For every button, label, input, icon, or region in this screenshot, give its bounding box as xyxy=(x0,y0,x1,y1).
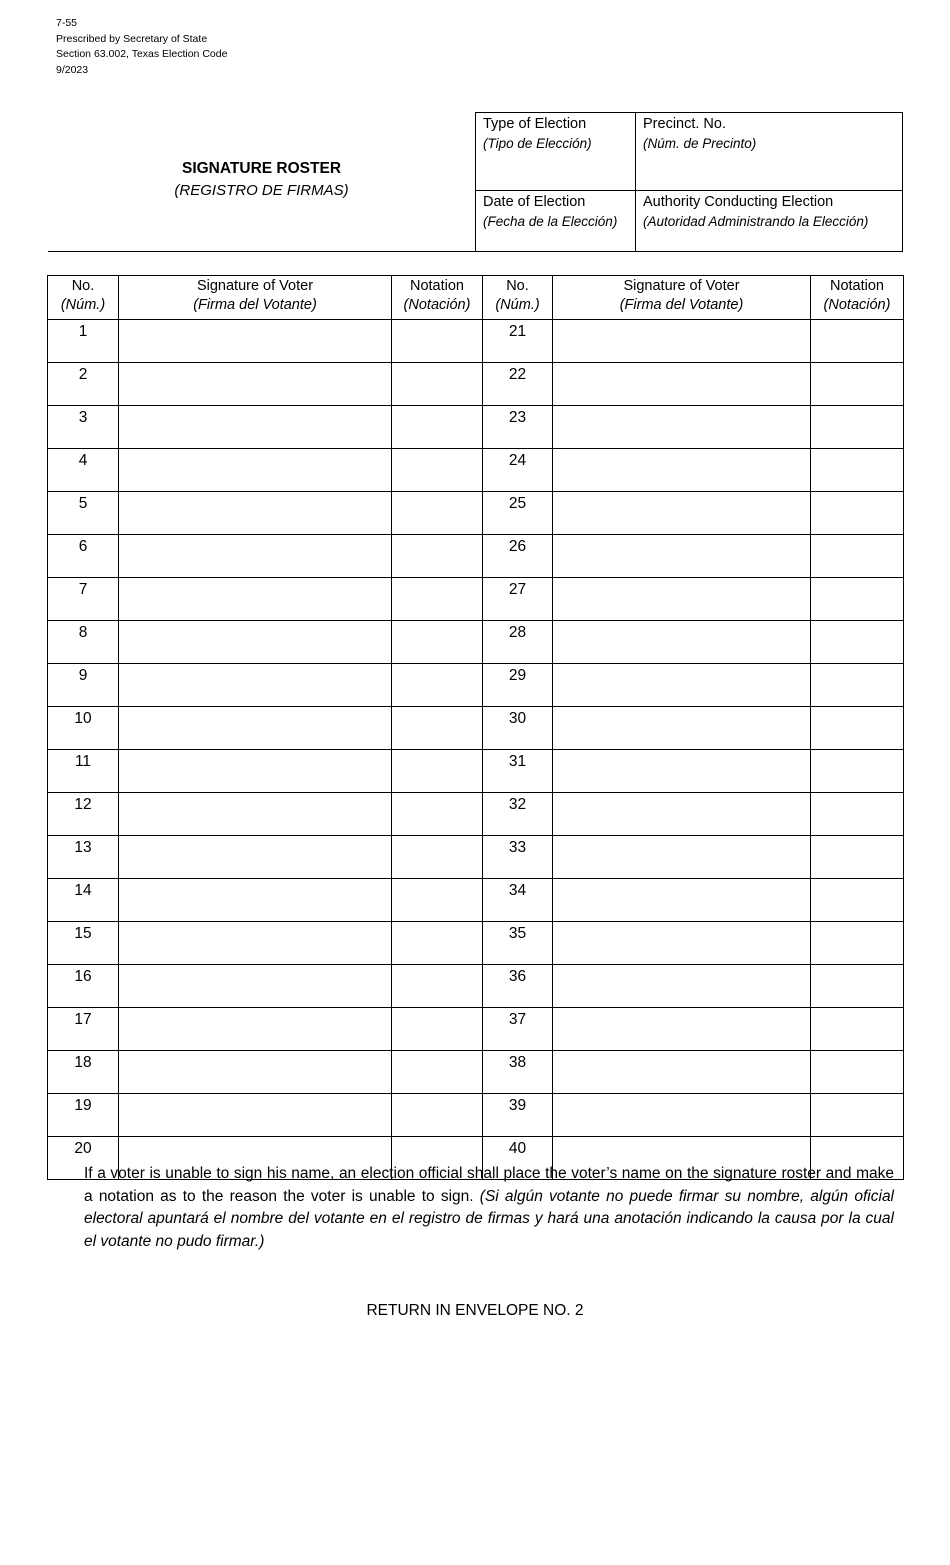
notation-cell[interactable] xyxy=(811,578,904,621)
notation-cell[interactable] xyxy=(392,578,483,621)
notation-cell[interactable] xyxy=(811,621,904,664)
row-number-left: 12 xyxy=(48,793,119,836)
row-number-left: 15 xyxy=(48,922,119,965)
row-number-right: 27 xyxy=(483,578,553,621)
authority-label-es: (Autoridad Administrando la Elección) xyxy=(643,214,869,229)
row-number-left: 9 xyxy=(48,664,119,707)
table-row xyxy=(48,664,904,707)
notation-cell[interactable] xyxy=(811,793,904,836)
row-number-right: 30 xyxy=(483,707,553,750)
type-of-election-label-es: (Tipo de Elección) xyxy=(483,136,592,151)
signature-cell[interactable] xyxy=(553,750,811,793)
row-number-right: 25 xyxy=(483,492,553,535)
row-number-right: 31 xyxy=(483,750,553,793)
row-number-right: 36 xyxy=(483,965,553,1008)
row-number-right: 21 xyxy=(483,320,553,363)
signature-cell[interactable] xyxy=(119,621,392,664)
type-of-election-field[interactable] xyxy=(476,113,636,191)
notation-cell[interactable] xyxy=(811,879,904,922)
notation-cell[interactable] xyxy=(392,621,483,664)
row-number-right: 22 xyxy=(483,363,553,406)
signature-cell[interactable] xyxy=(119,449,392,492)
notation-cell[interactable] xyxy=(811,1051,904,1094)
signature-cell[interactable] xyxy=(119,1008,392,1051)
signature-cell[interactable] xyxy=(119,922,392,965)
signature-roster-table xyxy=(47,275,904,1180)
page-subtitle: (REGISTRO DE FIRMAS) xyxy=(174,182,349,199)
instructions-spanish: (Si algún votante no puede firmar su nombre, algún oficial electoral apuntará el nombre del votante en el registro de firmas y hará una anotación indicando la causa por la cual el votante no pudo firmar.) xyxy=(84,1187,895,1250)
row-number-right: 37 xyxy=(483,1008,553,1051)
signature-cell[interactable] xyxy=(553,578,811,621)
table-row xyxy=(48,320,904,363)
type-of-election-label: Type of Election xyxy=(483,116,587,132)
header-notation-label-es: (Notación) xyxy=(403,297,471,313)
signature-cell[interactable] xyxy=(553,492,811,535)
signature-cell[interactable] xyxy=(553,879,811,922)
header-signature-label-es: (Firma del Votante) xyxy=(619,297,744,313)
signature-cell[interactable] xyxy=(553,707,811,750)
roster-body xyxy=(48,320,904,1180)
signature-cell[interactable] xyxy=(553,793,811,836)
signature-cell[interactable] xyxy=(119,578,392,621)
header-notation-label: Notation xyxy=(829,278,884,294)
signature-cell[interactable] xyxy=(553,1008,811,1051)
row-number-left: 4 xyxy=(48,449,119,492)
signature-cell[interactable] xyxy=(119,1094,392,1137)
header-signature-left xyxy=(119,276,392,320)
row-number-right: 40 xyxy=(483,1137,553,1180)
table-row xyxy=(48,449,904,492)
header-notation-label-es: (Notación) xyxy=(823,297,891,313)
notation-cell[interactable] xyxy=(811,535,904,578)
notation-cell[interactable] xyxy=(392,1094,483,1137)
table-row xyxy=(48,879,904,922)
date-of-election-label-es: (Fecha de la Elección) xyxy=(483,214,618,229)
header-signature-label-es: (Firma del Votante) xyxy=(193,297,317,313)
row-number-left: 18 xyxy=(48,1051,119,1094)
table-row xyxy=(48,578,904,621)
signature-cell[interactable] xyxy=(119,965,392,1008)
notation-cell[interactable] xyxy=(392,836,483,879)
notation-cell[interactable] xyxy=(811,965,904,1008)
title-divider xyxy=(48,251,476,252)
notation-cell[interactable] xyxy=(392,535,483,578)
table-row xyxy=(48,1008,904,1051)
signature-cell[interactable] xyxy=(119,664,392,707)
header-no-right xyxy=(483,276,553,320)
row-number-left: 7 xyxy=(48,578,119,621)
row-number-right: 39 xyxy=(483,1094,553,1137)
signature-cell[interactable] xyxy=(119,535,392,578)
table-row xyxy=(48,750,904,793)
notation-cell[interactable] xyxy=(811,1094,904,1137)
notation-cell[interactable] xyxy=(811,922,904,965)
notation-cell[interactable] xyxy=(392,793,483,836)
row-number-left: 10 xyxy=(48,707,119,750)
notation-cell[interactable] xyxy=(811,406,904,449)
row-number-left: 17 xyxy=(48,1008,119,1051)
notation-cell[interactable] xyxy=(392,320,483,363)
notation-cell[interactable] xyxy=(811,1008,904,1051)
table-row xyxy=(48,406,904,449)
row-number-right: 35 xyxy=(483,922,553,965)
date-of-election-label: Date of Election xyxy=(483,194,586,210)
instructions xyxy=(84,1163,894,1253)
roster-header-row xyxy=(48,276,904,320)
signature-cell[interactable] xyxy=(553,449,811,492)
precinct-no-label: Precinct. No. xyxy=(643,116,726,132)
return-note: RETURN IN ENVELOPE NO. 2 xyxy=(366,1302,584,1319)
signature-cell[interactable] xyxy=(119,363,392,406)
signature-cell[interactable] xyxy=(553,836,811,879)
authority-field[interactable] xyxy=(636,191,903,252)
table-row xyxy=(48,535,904,578)
table-row xyxy=(48,621,904,664)
signature-cell[interactable] xyxy=(119,492,392,535)
signature-cell[interactable] xyxy=(553,320,811,363)
header-notation-right xyxy=(811,276,904,320)
table-row xyxy=(48,836,904,879)
signature-cell[interactable] xyxy=(553,1094,811,1137)
notation-cell[interactable] xyxy=(392,965,483,1008)
notation-cell[interactable] xyxy=(811,492,904,535)
row-number-left: 5 xyxy=(48,492,119,535)
notation-cell[interactable] xyxy=(392,664,483,707)
row-number-left: 20 xyxy=(48,1137,119,1180)
row-number-left: 8 xyxy=(48,621,119,664)
table-row xyxy=(48,1094,904,1137)
signature-cell[interactable] xyxy=(119,707,392,750)
notation-cell[interactable] xyxy=(392,922,483,965)
table-row xyxy=(48,1051,904,1094)
form-meta xyxy=(56,16,227,78)
signature-cell[interactable] xyxy=(553,406,811,449)
header-signature-label: Signature of Voter xyxy=(196,278,314,294)
election-info-table xyxy=(475,112,903,252)
notation-cell[interactable] xyxy=(811,320,904,363)
header-no-label-es: (Núm.) xyxy=(495,297,540,313)
table-row xyxy=(48,922,904,965)
notation-cell[interactable] xyxy=(811,707,904,750)
notation-cell[interactable] xyxy=(811,836,904,879)
signature-cell[interactable] xyxy=(553,535,811,578)
row-number-right: 24 xyxy=(483,449,553,492)
table-row xyxy=(48,965,904,1008)
header-signature-right xyxy=(553,276,811,320)
row-number-left: 16 xyxy=(48,965,119,1008)
date-of-election-field[interactable] xyxy=(476,191,636,252)
table-row xyxy=(48,363,904,406)
row-number-right: 29 xyxy=(483,664,553,707)
row-number-right: 34 xyxy=(483,879,553,922)
header-notation-left xyxy=(392,276,483,320)
authority-label: Authority Conducting Election xyxy=(643,194,834,210)
signature-cell[interactable] xyxy=(553,621,811,664)
notation-cell[interactable] xyxy=(392,492,483,535)
notation-cell[interactable] xyxy=(392,707,483,750)
row-number-left: 14 xyxy=(48,879,119,922)
notation-cell[interactable] xyxy=(392,449,483,492)
header-notation-label: Notation xyxy=(409,278,464,294)
code-section: Section 63.002, Texas Election Code xyxy=(56,48,228,60)
row-number-right: 33 xyxy=(483,836,553,879)
row-number-right: 23 xyxy=(483,406,553,449)
notation-cell[interactable] xyxy=(392,1008,483,1051)
signature-cell[interactable] xyxy=(553,1051,811,1094)
row-number-right: 28 xyxy=(483,621,553,664)
header-no-label-es: (Núm.) xyxy=(60,297,106,313)
precinct-no-field[interactable] xyxy=(636,113,903,191)
form-number: 7-55 xyxy=(56,17,78,29)
row-number-right: 32 xyxy=(483,793,553,836)
signature-cell[interactable] xyxy=(119,750,392,793)
header-no-left xyxy=(48,276,119,320)
signature-cell[interactable] xyxy=(119,320,392,363)
notation-cell[interactable] xyxy=(392,406,483,449)
header-no-label: No. xyxy=(506,278,529,294)
signature-cell[interactable] xyxy=(553,965,811,1008)
signature-cell[interactable] xyxy=(119,879,392,922)
row-number-left: 1 xyxy=(48,320,119,363)
table-row xyxy=(48,707,904,750)
instructions-english: If a voter is unable to sign his name, an election official shall place the voter’s name on the signature roster and make a notation as to the reason the voter is unable to sign. xyxy=(84,1165,894,1205)
table-row xyxy=(48,793,904,836)
header-signature-label: Signature of Voter xyxy=(623,278,740,294)
row-number-left: 6 xyxy=(48,535,119,578)
signature-cell[interactable] xyxy=(553,363,811,406)
notation-cell[interactable] xyxy=(392,750,483,793)
row-number-left: 19 xyxy=(48,1094,119,1137)
signature-cell[interactable] xyxy=(119,836,392,879)
revision-date: 9/2023 xyxy=(56,63,89,76)
row-number-left: 13 xyxy=(48,836,119,879)
notation-cell[interactable] xyxy=(811,750,904,793)
prescribed-by: Prescribed by Secretary of State xyxy=(56,32,208,45)
notation-cell[interactable] xyxy=(392,363,483,406)
header-no-label: No. xyxy=(71,278,95,294)
row-number-right: 38 xyxy=(483,1051,553,1094)
notation-cell[interactable] xyxy=(392,879,483,922)
page-title: SIGNATURE ROSTER xyxy=(181,160,342,177)
notation-cell[interactable] xyxy=(811,449,904,492)
signature-cell[interactable] xyxy=(119,1051,392,1094)
row-number-left: 3 xyxy=(48,406,119,449)
row-number-left: 11 xyxy=(48,750,119,793)
signature-cell[interactable] xyxy=(553,664,811,707)
precinct-no-label-es: (Núm. de Precinto) xyxy=(643,136,757,151)
signature-cell[interactable] xyxy=(119,793,392,836)
notation-cell[interactable] xyxy=(392,1051,483,1094)
table-row xyxy=(48,492,904,535)
signature-cell[interactable] xyxy=(553,922,811,965)
notation-cell[interactable] xyxy=(811,363,904,406)
row-number-right: 26 xyxy=(483,535,553,578)
title-block xyxy=(48,158,475,201)
row-number-left: 2 xyxy=(48,363,119,406)
signature-cell[interactable] xyxy=(119,406,392,449)
notation-cell[interactable] xyxy=(811,664,904,707)
